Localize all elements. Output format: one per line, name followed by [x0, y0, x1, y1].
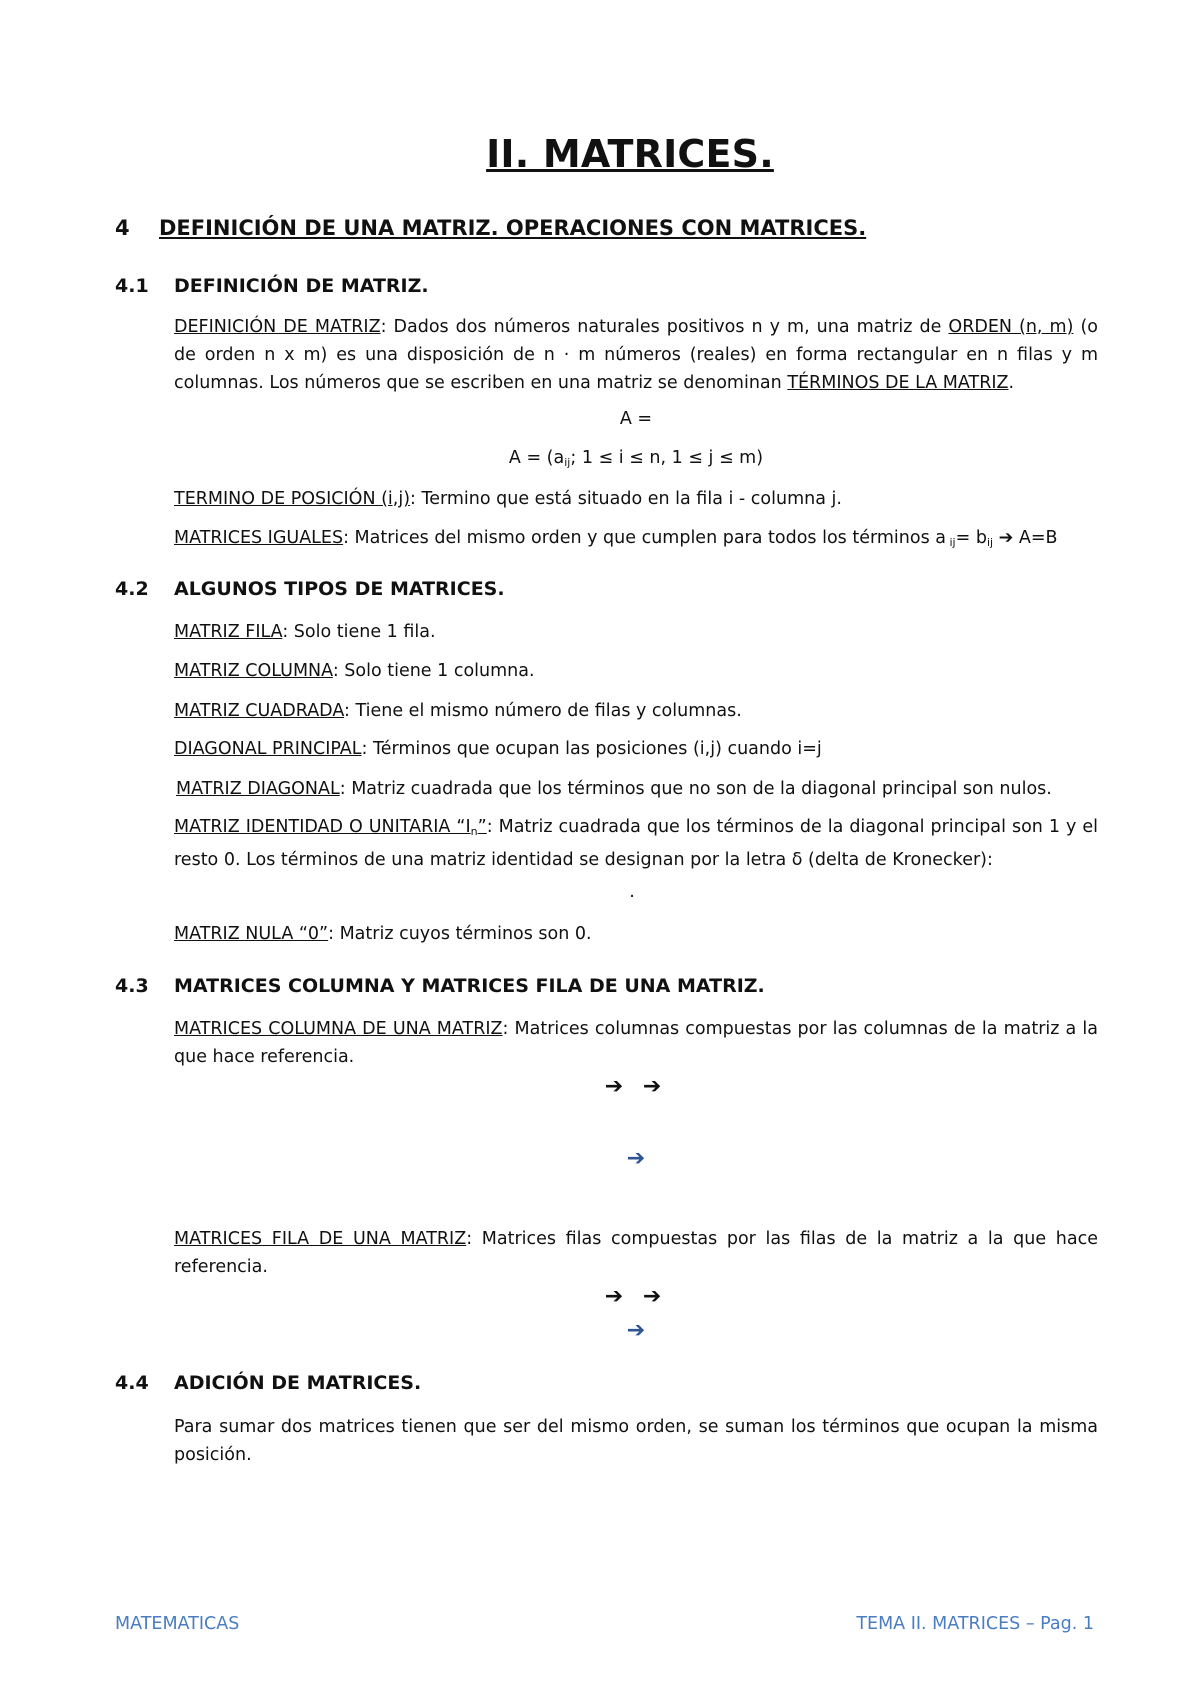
section-number: 4.1 [115, 275, 149, 297]
section-4-1-heading [115, 275, 429, 297]
section-number: 4.2 [115, 578, 149, 600]
term-label: MATRIZ CUADRADA [174, 701, 345, 721]
matriz-nula-line [174, 920, 1098, 948]
adicion-paragraph: Para sumar dos matrices tienen que ser del mismo orden, se suman los términos que ocupan la misma posición. [174, 1417, 1098, 1465]
term-label: ORDEN (n, m) [948, 317, 1074, 337]
section-4-3-heading [115, 975, 765, 997]
footer-right: TEMA II. MATRICES – Pag. 1 [856, 1614, 1094, 1634]
text-run: : Termino que está situado en la fila i - columna j. [410, 489, 842, 509]
text-run: : Matriz cuadrada que los términos que no son de la diagonal principal son nulos. [339, 779, 1052, 799]
section-number: 4.3 [115, 975, 149, 997]
section-number: 4 [115, 216, 130, 240]
term-label: MATRIZ DIAGONAL [176, 779, 340, 799]
term-label: TÉRMINOS DE LA MATRIZ [787, 373, 1009, 393]
text-run: . [1008, 373, 1015, 393]
subscript: ij [564, 456, 571, 469]
double-arrow-icon: ➔ ➔ [604, 1284, 668, 1309]
placeholder-dot: . [629, 882, 635, 902]
text-run: : Matriz cuadrada que los términos de la diagonal principal son 1 y el resto 0. Los términos de una matriz identidad se designan por la letra δ (delta de Kronecker): [174, 817, 1098, 870]
text-run: = b [955, 528, 987, 548]
section-4-heading [115, 216, 866, 240]
matrices-iguales-line [174, 524, 1098, 557]
matriz-diagonal-line [176, 775, 1100, 803]
text-run: : Matrices del mismo orden y que cumplen para todos los términos a [343, 528, 946, 548]
matriz-columna-line [174, 657, 1098, 685]
section-title: ALGUNOS TIPOS DE MATRICES. [174, 578, 505, 600]
term-label: DEFINICIÓN DE MATRIZ [174, 317, 381, 337]
matriz-cuadrada-line [174, 697, 1098, 725]
term-label: MATRICES FILA DE UNA MATRIZ [174, 1229, 467, 1249]
term-label: MATRIZ COLUMNA [174, 661, 333, 681]
text-run: : Matrices columnas compuestas por las columnas de la matriz a la que hace referencia. [174, 1019, 1098, 1067]
arrow-icon: ➔ [998, 528, 1014, 548]
text-run: MATRIZ IDENTIDAD O UNITARIA “I [174, 817, 471, 837]
text-run: : Tiene el mismo número de filas y columnas. [344, 701, 742, 721]
term-label: MATRICES COLUMNA DE UNA MATRIZ [174, 1019, 503, 1039]
formula-a: A = [619, 409, 653, 429]
term-label: MATRIZ FILA [174, 622, 283, 642]
term-label: MATRICES IGUALES [174, 528, 344, 548]
section-title: DEFINICIÓN DE MATRIZ. [174, 275, 429, 297]
text-run: (o de orden n x m) es una disposición de n · m números (reales) en forma rectangular en n filas y m columnas. Los números que se escriben en una matriz se denominan [174, 317, 1098, 393]
subscript: n [470, 825, 478, 838]
section-title: ADICIÓN DE MATRICES. [174, 1372, 422, 1394]
matrices-fila-paragraph [174, 1225, 1098, 1281]
page-title: II. MATRICES. [486, 132, 774, 176]
matrices-columna-paragraph [174, 1015, 1098, 1071]
formula-a-definition [174, 448, 1098, 469]
double-arrow-icon: ➔ ➔ [604, 1074, 668, 1099]
section-title: MATRICES COLUMNA Y MATRICES FILA DE UNA MATRIZ. [174, 975, 765, 997]
termino-posicion-line [174, 485, 1098, 513]
matriz-fila-line [174, 618, 1098, 646]
term-label: MATRIZ NULA “0” [174, 924, 329, 944]
text-run: : Solo tiene 1 fila. [282, 622, 436, 642]
section-number: 4.4 [115, 1372, 149, 1394]
term-label: DIAGONAL PRINCIPAL [174, 739, 362, 759]
section-4-2-heading [115, 578, 505, 600]
diagonal-principal-line [174, 735, 1098, 763]
arrow-icon: ➔ [626, 1146, 646, 1171]
term-label: TERMINO DE POSICIÓN (i,j) [174, 489, 411, 509]
text-run: : Solo tiene 1 columna. [332, 661, 535, 681]
text-run: : Dados dos números naturales positivos n y m, una matriz de [380, 317, 949, 337]
arrow-icon: ➔ [626, 1318, 646, 1343]
text-run: : Matriz cuyos términos son 0. [328, 924, 592, 944]
matriz-identidad-paragraph [174, 813, 1098, 874]
section-4-4-heading [115, 1372, 421, 1394]
section-title: DEFINICIÓN DE UNA MATRIZ. OPERACIONES CON MATRICES. [159, 216, 867, 240]
subscript: ij [986, 536, 994, 549]
text-run: : Términos que ocupan las posiciones (i,j) cuando i=j [361, 739, 822, 759]
text-run: A=B [1013, 528, 1058, 548]
text-run: A = (a [508, 448, 565, 468]
footer-left: MATEMATICAS [115, 1614, 240, 1634]
text-run: ; 1 ≤ i ≤ n, 1 ≤ j ≤ m) [570, 448, 764, 468]
definicion-paragraph [174, 313, 1098, 397]
subscript: ij [945, 536, 956, 549]
term-label [174, 817, 487, 837]
text-run: ” [477, 817, 487, 837]
text-run: : Matrices filas compuestas por las filas de la matriz a la que hace referencia. [174, 1229, 1099, 1277]
